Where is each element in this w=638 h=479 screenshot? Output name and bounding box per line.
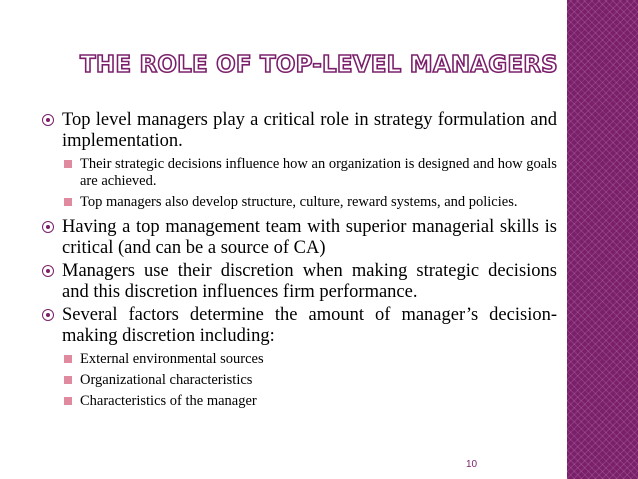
decorative-sidebar bbox=[567, 0, 638, 479]
sub-bullet-text: External environmental sources bbox=[80, 351, 264, 367]
sub-bullet-item bbox=[42, 351, 557, 368]
square-bullet-icon bbox=[64, 376, 72, 384]
bullet-text: Having a top management team with superior managerial skills is critical (and can be a source of CA) bbox=[62, 217, 557, 258]
circle-bullet-icon bbox=[42, 309, 54, 321]
square-bullet-icon bbox=[64, 397, 72, 405]
sub-bullet-item bbox=[42, 372, 557, 389]
sub-bullet-text: Their strategic decisions influence how an organization is designed and how goals are achieved. bbox=[80, 156, 557, 189]
bullet-item bbox=[42, 305, 557, 347]
bullet-item bbox=[42, 217, 557, 259]
bullet-item bbox=[42, 110, 557, 152]
slide-title: THE ROLE OF TOP-LEVEL MANAGERS bbox=[80, 52, 558, 78]
sub-bullet-text: Organizational characteristics bbox=[80, 372, 253, 388]
sub-bullet-text: Top managers also develop structure, culture, reward systems, and policies. bbox=[80, 194, 518, 210]
sub-bullet-text: Characteristics of the manager bbox=[80, 393, 257, 409]
bullet-item bbox=[42, 261, 557, 303]
sub-bullet-item bbox=[42, 393, 557, 410]
bullet-list bbox=[42, 110, 557, 412]
sub-bullet-item bbox=[42, 156, 557, 190]
circle-bullet-icon bbox=[42, 265, 54, 277]
bullet-text: Managers use their discretion when making strategic decisions and this discretion influences firm performance. bbox=[62, 261, 557, 302]
bullet-text: Top level managers play a critical role in strategy formulation and implementation. bbox=[62, 110, 557, 151]
bullet-text: Several factors determine the amount of manager’s decision-making discretion including: bbox=[62, 305, 557, 346]
page-number: 10 bbox=[466, 459, 478, 470]
square-bullet-icon bbox=[64, 355, 72, 363]
circle-bullet-icon bbox=[42, 221, 54, 233]
square-bullet-icon bbox=[64, 160, 72, 168]
circle-bullet-icon bbox=[42, 114, 54, 126]
sub-bullet-item bbox=[42, 194, 557, 211]
square-bullet-icon bbox=[64, 198, 72, 206]
